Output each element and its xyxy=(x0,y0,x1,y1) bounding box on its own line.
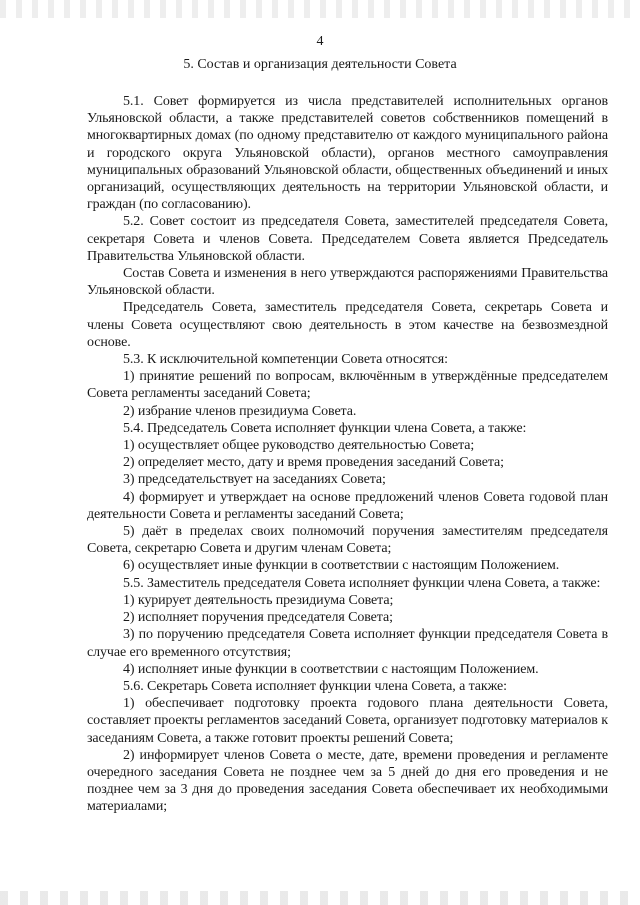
list-item-5-3-2: 2) избрание членов президиума Совета. xyxy=(123,403,357,419)
paragraph-5-2: 5.2. Совет состоит из председателя Совета, заместителей председателя Совета, секретаря Совета и членов Совета. Председателем Совета является Председатель Правительства Ульяновской области. xyxy=(87,214,608,264)
list-item-5-6-1: 1) обеспечивает подготовку проекта годового плана деятельности Совета, составляет проекты регламентов заседаний Совета, организует подготовку материалов к заседаниям Совета, а также готовит проекты решений Совета; xyxy=(87,696,608,746)
list-item-5-4-1: 1) осуществляет общее руководство деятельностью Совета; xyxy=(123,438,475,454)
list-item-5-4-4: 4) формирует и утверждает на основе предложений членов Совета годовой план деятельности Совета и регламенты заседаний Совета; xyxy=(87,489,608,522)
list-item-5-5-2: 2) исполняет поручения председателя Совета; xyxy=(123,610,393,626)
paragraph-5-5: 5.5. Заместитель председателя Совета исполняет функции члена Совета, а также: xyxy=(123,575,601,591)
list-item-5-4-6: 6) осуществляет иные функции в соответствии с настоящим Положением. xyxy=(123,558,560,574)
list-item-5-5-3: 3) по поручению председателя Совета исполняет функции председателя Совета в случае его временного отсутствия; xyxy=(87,627,608,660)
paragraph-5-4: 5.4. Председатель Совета исполняет функции члена Совета, а также: xyxy=(123,420,527,436)
scan-artifact-bottom xyxy=(0,891,640,905)
list-item-5-3-1: 1) принятие решений по вопросам, включённым в утверждённые председателем Совета регламенты заседаний Совета; xyxy=(87,369,608,402)
paragraph-unpaid-basis: Председатель Совета, заместитель председателя Совета, секретарь Совета и члены Совета осуществляют свою деятельность в этом качестве на безвозмездной основе. xyxy=(87,300,608,350)
section-title: 5. Состав и организация деятельности Совета xyxy=(183,57,457,72)
paragraph-5-6: 5.6. Секретарь Совета исполняет функции члена Совета, а также: xyxy=(123,678,507,694)
paragraph-5-3: 5.3. К исключительной компетенции Совета относятся: xyxy=(123,352,448,368)
list-item-5-4-2: 2) определяет место, дату и время проведения заседаний Совета; xyxy=(123,455,504,471)
list-item-5-4-5: 5) даёт в пределах своих полномочий поручения заместителям председателя Совета, секретарю Совета и другим членам Совета; xyxy=(87,524,608,557)
list-item-5-5-1: 1) курирует деятельность президиума Совета; xyxy=(123,592,394,608)
scan-artifact-top xyxy=(0,0,640,18)
page-number: 4 xyxy=(316,34,324,49)
list-item-5-4-3: 3) председательствует на заседаниях Совета; xyxy=(123,472,386,488)
list-item-5-6-2: 2) информирует членов Совета о месте, дате, времени проведения и регламенте очередного заседания Совета не позднее чем за 5 дней до дня его проведения и не позднее чем за 3 дня до проведения заседания Совета обеспечивает их необходимыми материалами; xyxy=(87,747,608,815)
document-body xyxy=(87,93,608,816)
paragraph-council-composition: Состав Совета и изменения в него утверждаются распоряжениями Правительства Ульяновской области. xyxy=(87,266,608,299)
list-item-5-5-4: 4) исполняет иные функции в соответствии с настоящим Положением. xyxy=(123,661,539,677)
paragraph-5-1: 5.1. Совет формируется из числа представителей исполнительных органов Ульяновской области, а также представителей советов собственников помещений в многоквартирных домах (по одному представителю от каждого муниципального района и городского округа Ульяновской области), органов местного самоуправления муниципальных образований Ульяновской области, общественных объединений и иных организаций, осуществляющих деятельность на территории Ульяновской области, и граждан (по согласованию). xyxy=(87,94,608,213)
